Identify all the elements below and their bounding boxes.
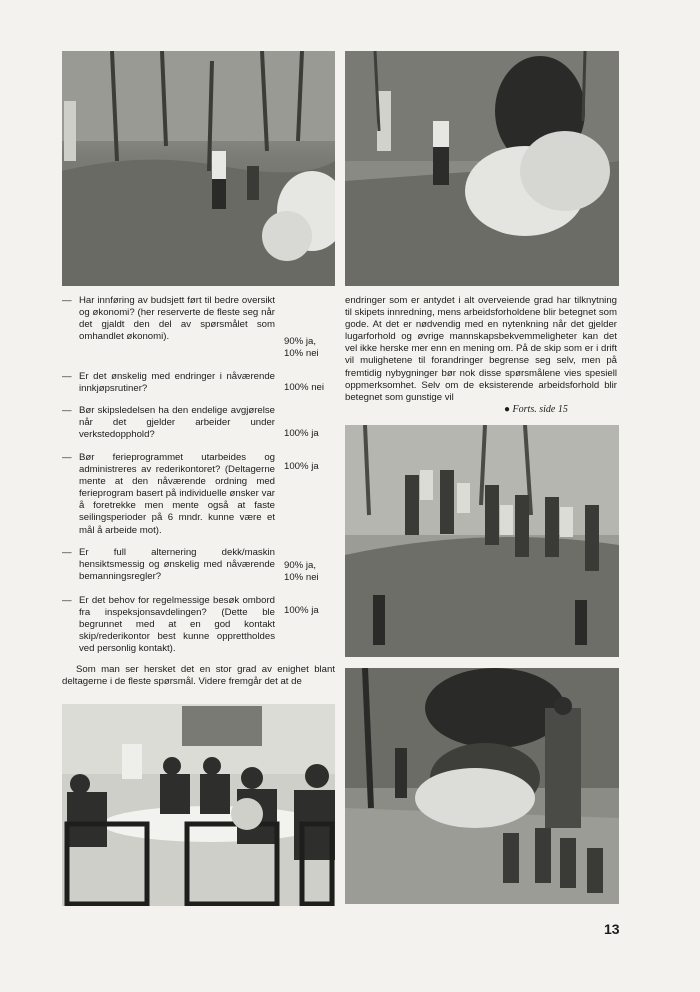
survey-questions bbox=[62, 295, 337, 665]
answer: 100% ja bbox=[284, 461, 319, 472]
photo-fire-smoke-extinguishers bbox=[345, 668, 619, 904]
photo-fire-training-woods bbox=[62, 51, 335, 286]
right-paragraph: endringer som er antydet i alt overveiende grad har tilknytning til skipets innredning, mens arbeidsforholdene blir betegnet som gode. At det er nødvendig med en nytenkning når det gjelder lugarforhold og øvrige mannskapsbekvemmeligheter kan det vel ikke herske mer enn en mening om. På de skip som er i drift vil mulighetene til forandringer begrense seg selv, men på fremtidig nybygninger bør nok disse spørsmålene vies spesiell oppmerksomhet. Selv om de eksisterende arbeidsforhold blir betegnet som gunstige vil bbox=[345, 295, 617, 403]
page-number: 13 bbox=[604, 921, 620, 937]
question-text: Bør skipsledelsen ha den endelige avgjørelse når det gjelder arbeider under verkstedopphold? bbox=[79, 405, 275, 441]
dash: — bbox=[62, 405, 72, 416]
left-paragraph: Som man ser hersket det en stor grad av enighet blant deltagerne i de fleste spørsmål. Videre fremgår det at de bbox=[62, 664, 335, 688]
photo-meeting-table bbox=[62, 704, 335, 906]
answer: 90% ja, 10% nei bbox=[284, 560, 319, 584]
question-text: Har innføring av budsjett ført til bedre oversikt og økonomi? (her reserverte de fleste seg når det gjaldt den del av spørsmålet som omhandlet økonomi). bbox=[79, 295, 275, 343]
photo-extinguisher-smoke bbox=[345, 51, 619, 286]
answer: 100% nei bbox=[284, 382, 325, 393]
answer: 90% ja, 10% nei bbox=[284, 336, 319, 360]
question-text: Er full alternering dekk/maskin hensiktsmessig og ønskelig med nåværende bemanningsregler? bbox=[79, 547, 275, 583]
answer: 100% ja bbox=[284, 428, 319, 439]
question-text: Er det behov for regelmessige besøk ombord fra inspeksjonsavdelingen? (Dette ble begrunnet med at en god kontakt skip/rederikontor best kunne opprettholdes ved personlig kontakt). bbox=[79, 595, 275, 655]
dash: — bbox=[62, 547, 72, 558]
question-text: Bør ferieprogrammet utarbeides og administreres av rederikontoret? (Deltagerne mente at den nåværende ordning med ferieprogram basert på individuelle ønsker var å foretrekke men mente også at faste seilingsperioder på 6 mndr. kunne være et mål å arbeide mot). bbox=[79, 452, 275, 536]
dash: — bbox=[62, 452, 72, 463]
continued-note: ● Forts. side 15 bbox=[504, 404, 568, 415]
dash: — bbox=[62, 295, 72, 306]
answer: 100% ja bbox=[284, 605, 319, 616]
question-text: Er det ønskelig med endringer i nåværende innkjøpsrutiner? bbox=[79, 371, 275, 395]
photo-group-outdoors bbox=[345, 425, 619, 657]
dash: — bbox=[62, 371, 72, 382]
dash: — bbox=[62, 595, 72, 606]
